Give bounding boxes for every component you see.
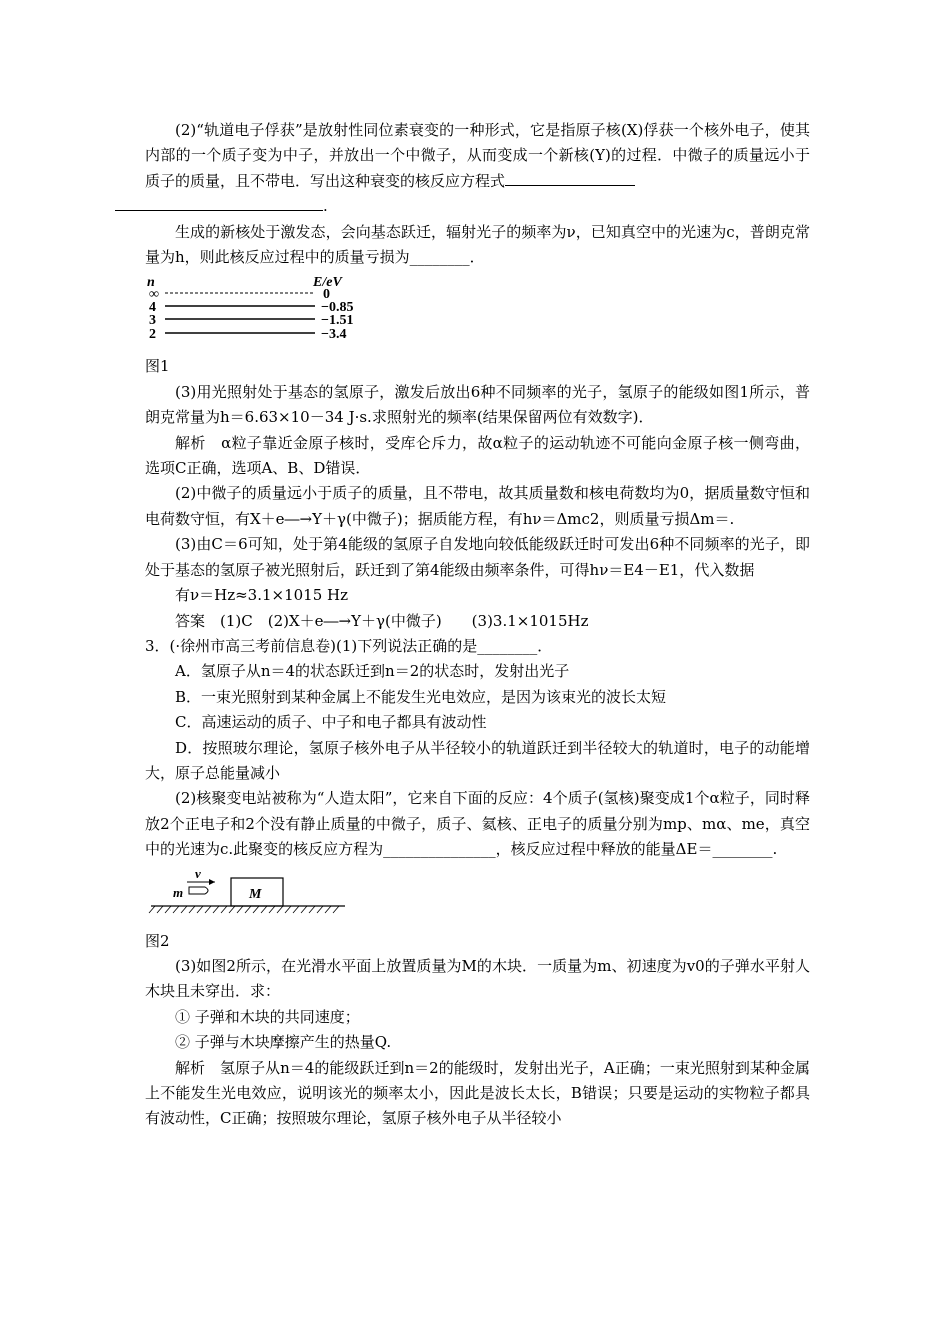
energy-axis-label: E/eV [313, 275, 342, 291]
document-page [145, 118, 810, 1132]
level-n-label: 4 [149, 300, 156, 316]
question-3-title: 3．(·徐州市高三考前信息卷)(1)下列说法正确的是________． [145, 636, 553, 655]
question-3-part2: (2)核聚变电站被称为“人造太阳”，它来自下面的反应：4个质子(氢核)聚变成1个α粒子，同时释放2个正电子和2个没有静止质量的中微子，质子、氦核、正电子的质量分别为mp、mα、me，真空中的光速为c.此聚变的核反应方程为_______________，核反应过程中释放的能量ΔE＝________. [145, 789, 810, 859]
analysis-paragraph: 有ν＝Hz≈3.1×1015 Hz [175, 586, 349, 605]
energy-level-diagram [145, 274, 385, 344]
figure-bullet-block [145, 867, 810, 923]
answer-blank [505, 170, 635, 186]
option-d: D．按照玻尔理论，氢原子核外电子从半径较小的轨道跃迁到半径较大的轨道时，电子的动能增大，原子总能量减小 [145, 738, 810, 782]
analysis-paragraph: (3)由C＝6可知，处于第4能级的氢原子自发地向较低能级跃迁时可发出6种不同频率的光子，即处于基态的氢原子被光照射后，跃迁到了第4能级由频率条件，可得hν＝E4－E1，代入数据 [145, 535, 810, 579]
figure-energy-levels [145, 274, 810, 348]
n-axis-label: n [147, 275, 155, 291]
bullet-icon [189, 887, 208, 894]
level-energy-label: −3.4 [321, 327, 347, 343]
level-n-label: 2 [149, 327, 156, 343]
velocity-label: v [195, 866, 201, 881]
block-mass-label: M [249, 886, 262, 902]
bullet-mass-label: m [173, 884, 184, 900]
paragraph-q2-part1: (2)“轨道电子俘获”是放射性同位素衰变的一种形式，它是指原子核(X)俘获一个核外电子，使其内部的一个质子变为中子，并放出一个中微子，从而变成一个新核(Y)的过程．中微子的质量远小于质子的质量，且不带电．写出这种衰变的核反应方程式 . [145, 118, 810, 220]
option-b: B．一束光照射到某种金属上不能发生光电效应，是因为该束光的波长太短 [175, 687, 667, 706]
paragraph-q2-part3: (3)用光照射处于基态的氢原子，激发后放出6种不同频率的光子，氢原子的能级如图1所示，普朗克常量为h＝6.63×10－34 J·s.求照射光的频率(结果保留两位有效数字)． [145, 382, 810, 427]
question-3-item-2: ② 子弹与木块摩擦产生的热量Q. [175, 1033, 392, 1052]
analysis-paragraph: 解析 α粒子靠近金原子核时，受库仑斥力，故α粒子的运动轨迹不可能向金原子核一侧弯曲，选项C正确，选项A、B、D错误． [145, 433, 810, 478]
level-n-label: ∞ [149, 287, 159, 303]
bullet-block-diagram [145, 867, 355, 919]
figure-1-caption: 图1 [145, 357, 170, 376]
paragraph-q2-part2: 生成的新核处于激发态，会向基态跃迁，辐射光子的频率为ν，已知真空中的光速为c，普朗克常量为h，则此核反应过程中的质量亏损为________． [145, 222, 810, 267]
level-n-label: 3 [149, 313, 156, 329]
answer-paragraph: 答案 (1)C (2)X＋e―→Y＋γ(中微子) (3)3.1×1015Hz [175, 611, 589, 630]
arrow-head-icon [209, 879, 215, 885]
level-energy-label: 0 [323, 287, 330, 303]
analysis-paragraph: (2)中微子的质量远小于质子的质量，且不带电，故其质量数和核电荷数均为0，据质量数守恒和电荷数守恒，有X＋e―→Y＋γ(中微子)；据质能方程，有hν＝Δmc2，则质量亏损Δm＝. [145, 484, 810, 528]
question-3-item-1: ① 子弹和木块的共同速度； [175, 1007, 360, 1026]
level-energy-label: −0.85 [321, 300, 354, 316]
option-c: C．高速运动的质子、中子和电子都具有波动性 [175, 713, 487, 732]
answer-blank [115, 195, 323, 211]
option-a: A．氢原子从n＝4的状态跃迁到n＝2的状态时，发射出光子 [175, 662, 570, 681]
level-energy-label: −1.51 [321, 313, 354, 329]
ground-hatching [149, 906, 339, 913]
analysis-paragraph-q3: 解析 氢原子从n＝4的能级跃迁到n＝2的能级时，发射出光子，A正确；一束光照射到某种金属上不能发生光电效应，说明该光的频率太小，因此是波长太长，B错误；只要是运动的实物粒子都具有波动性，C正确；按照玻尔理论，氢原子核外电子从半径较小 [145, 1058, 810, 1128]
figure-2-caption: 图2 [145, 931, 170, 950]
question-3-part3: (3)如图2所示，在光滑水平面上放置质量为M的木块．一质量为m、初速度为v0的子弹水平射人木块且未穿出．求： [145, 956, 810, 1001]
